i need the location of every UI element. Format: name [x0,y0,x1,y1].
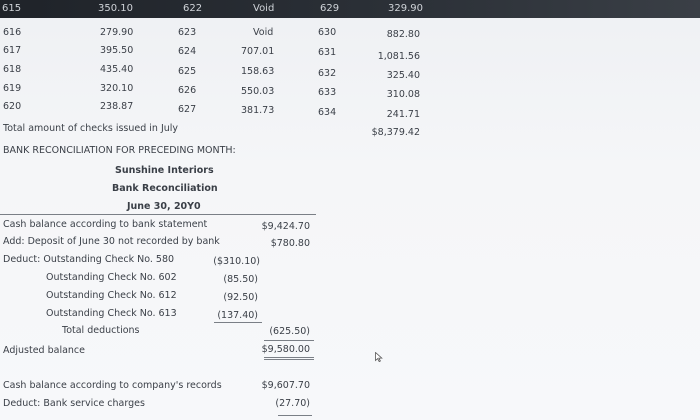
check-amount: 435.40 [100,64,134,75]
check-num-a: 626 [178,85,197,96]
company-balance-label: Cash balance according to company's records [3,380,222,391]
check-num-b: 631 [318,47,337,58]
cut-num2: 629 [320,3,340,14]
report-date: June 30, 20Y0 [127,201,201,212]
service-charge-label: Deduct: Bank service charges [3,398,145,409]
cut-num: 622 [183,3,203,14]
adjusted-balance-label: Adjusted balance [3,345,85,356]
check-num-a: 623 [178,27,197,38]
section-title: BANK RECONCILIATION FOR PRECEDING MONTH: [3,145,236,156]
heading-underline [0,214,316,215]
check-total: 241.71 [386,109,420,120]
total-checks-value: $8,379.42 [371,127,420,138]
check-mid: 158.63 [241,66,275,77]
check-total: 1,081.56 [377,51,420,62]
check-amount: 395.50 [100,45,134,56]
bank-balance-value: $9,424.70 [261,221,310,232]
deposit-value: $780.80 [270,238,310,249]
service-charge-underline [278,415,312,416]
check-no: 619 [3,83,22,94]
report-title: Bank Reconciliation [112,183,218,194]
check-mid: Void [253,27,274,38]
check-mid: 381.73 [241,105,275,116]
outstanding-check-label: Outstanding Check No. 613 [46,308,177,319]
deduct-580-label: Deduct: Outstanding Check No. 580 [3,254,175,265]
check-no: 616 [3,27,22,38]
cut-amount: 350.10 [98,3,133,14]
check-total: 882.80 [386,29,420,40]
company-name: Sunshine Interiors [115,165,214,176]
cut-off-top-row [0,0,700,18]
check-mid: 707.01 [241,46,275,57]
adjusted-underline-2 [264,359,314,360]
total-checks-label: Total amount of checks issued in July [3,123,179,134]
check-amount: 320.10 [100,83,134,94]
cut-check-no: 615 [2,3,22,14]
check-no: 617 [3,45,22,56]
company-balance-value: $9,607.70 [261,380,310,391]
check-total: 310.08 [386,89,420,100]
check-no: 618 [3,64,22,75]
adjusted-underline-1 [264,357,314,358]
mouse-cursor-icon [375,352,383,362]
outstanding-check-value: (85.50) [223,274,258,285]
total-deductions-label: Total deductions [62,325,140,336]
outstanding-check-value: (92.50) [223,292,258,303]
cut-void: Void [253,3,275,14]
check-num-a: 624 [178,46,197,57]
adjusted-balance-value: $9,580.00 [261,344,310,355]
outstanding-check-label: Outstanding Check No. 602 [46,272,177,283]
check-no: 620 [3,101,22,112]
check-amount: 238.87 [100,101,134,112]
check-num-a: 627 [178,104,197,115]
outstanding-check-label: Outstanding Check No. 612 [46,290,177,301]
total-deductions-value: (625.50) [269,326,310,337]
outstanding-check-value: (137.40) [217,310,258,321]
check-num-b: 632 [318,68,337,79]
deposit-label: Add: Deposit of June 30 not recorded by bank [3,236,220,247]
deductions-underline [214,322,262,323]
deduct-580-value: ($310.10) [213,256,260,267]
cut-total: 329.90 [388,3,423,14]
check-amount: 279.90 [100,27,134,38]
check-mid: 550.03 [241,86,275,97]
check-num-b: 630 [318,27,337,38]
check-total: 325.40 [386,70,420,81]
service-charge-value: (27.70) [275,398,310,409]
check-num-b: 634 [318,107,337,118]
total-deductions-underline [264,340,314,341]
bank-balance-label: Cash balance according to bank statement [3,219,208,230]
check-num-b: 633 [318,87,337,98]
check-num-a: 625 [178,66,197,77]
